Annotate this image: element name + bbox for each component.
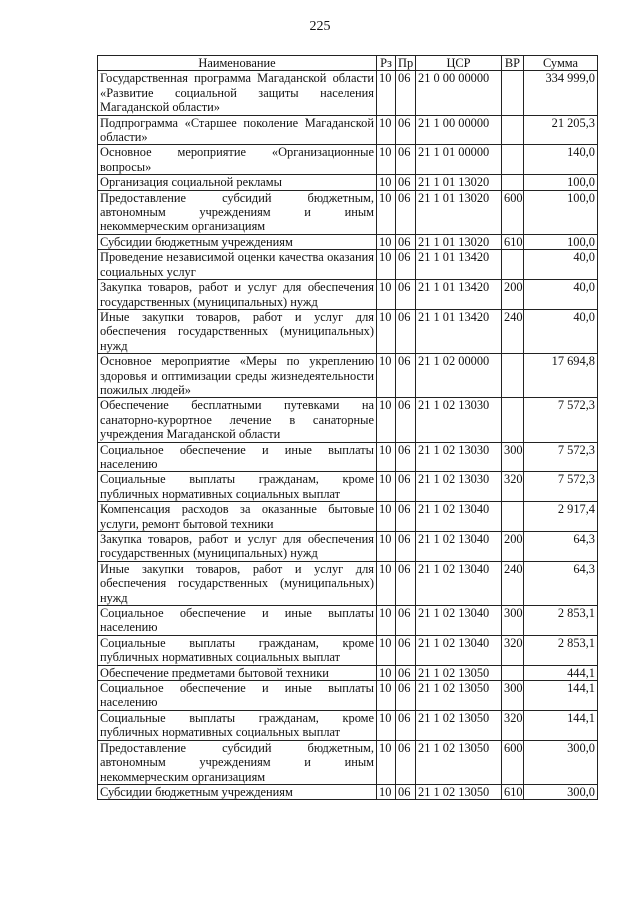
cell-pr: 06 bbox=[396, 665, 416, 680]
cell-csr: 21 1 02 13040 bbox=[416, 532, 502, 562]
table-row bbox=[98, 442, 598, 472]
cell-sum: 7 572,3 bbox=[524, 472, 598, 502]
cell-sum: 64,3 bbox=[524, 532, 598, 562]
cell-sum: 2 853,1 bbox=[524, 606, 598, 636]
header-vr: ВР bbox=[502, 56, 524, 71]
cell-name: Подпрограмма «Старшее поколение Магаданской области» bbox=[98, 115, 377, 145]
cell-pr: 06 bbox=[396, 681, 416, 711]
table-row bbox=[98, 71, 598, 115]
cell-csr: 21 1 02 13030 bbox=[416, 472, 502, 502]
header-name: Наименование bbox=[98, 56, 377, 71]
cell-rz: 10 bbox=[377, 115, 396, 145]
cell-vr: 320 bbox=[502, 710, 524, 740]
cell-rz: 10 bbox=[377, 71, 396, 115]
table-row bbox=[98, 665, 598, 680]
cell-rz: 10 bbox=[377, 234, 396, 249]
cell-pr: 06 bbox=[396, 115, 416, 145]
cell-pr: 06 bbox=[396, 784, 416, 799]
cell-pr: 06 bbox=[396, 472, 416, 502]
cell-vr: 200 bbox=[502, 280, 524, 310]
cell-pr: 06 bbox=[396, 175, 416, 190]
cell-csr: 21 1 02 00000 bbox=[416, 354, 502, 398]
cell-pr: 06 bbox=[396, 190, 416, 234]
table-row bbox=[98, 145, 598, 175]
cell-csr: 21 1 02 13040 bbox=[416, 606, 502, 636]
cell-pr: 06 bbox=[396, 145, 416, 175]
cell-rz: 10 bbox=[377, 635, 396, 665]
cell-name: Основное мероприятие «Меры по укреплению здоровья и оптимизации среды жизнедеятельности пожилых людей» bbox=[98, 354, 377, 398]
cell-name: Социальные выплаты гражданам, кроме публичных нормативных социальных выплат bbox=[98, 710, 377, 740]
cell-pr: 06 bbox=[396, 234, 416, 249]
cell-vr: 610 bbox=[502, 234, 524, 249]
table-row bbox=[98, 740, 598, 784]
header-rz: Рз bbox=[377, 56, 396, 71]
cell-rz: 10 bbox=[377, 145, 396, 175]
cell-pr: 06 bbox=[396, 309, 416, 353]
cell-rz: 10 bbox=[377, 561, 396, 605]
cell-rz: 10 bbox=[377, 665, 396, 680]
cell-sum: 2 917,4 bbox=[524, 502, 598, 532]
cell-name: Предоставление субсидий бюджетным, автономным учреждениям и иным некоммерческим организациям bbox=[98, 190, 377, 234]
cell-csr: 21 1 02 13050 bbox=[416, 784, 502, 799]
cell-name: Обеспечение предметами бытовой техники bbox=[98, 665, 377, 680]
cell-pr: 06 bbox=[396, 250, 416, 280]
cell-name: Социальные выплаты гражданам, кроме публичных нормативных социальных выплат bbox=[98, 635, 377, 665]
cell-csr: 21 1 02 13050 bbox=[416, 710, 502, 740]
cell-sum: 300,0 bbox=[524, 784, 598, 799]
cell-name: Социальные выплаты гражданам, кроме публичных нормативных социальных выплат bbox=[98, 472, 377, 502]
cell-sum: 40,0 bbox=[524, 309, 598, 353]
table-row bbox=[98, 280, 598, 310]
table-row bbox=[98, 190, 598, 234]
cell-name: Социальное обеспечение и иные выплаты населению bbox=[98, 606, 377, 636]
cell-csr: 21 1 01 00000 bbox=[416, 145, 502, 175]
table-row bbox=[98, 561, 598, 605]
cell-name: Основное мероприятие «Организационные вопросы» bbox=[98, 145, 377, 175]
cell-name: Обеспечение бесплатными путевками на санаторно-курортное лечение в санаторные учреждения Магаданской области bbox=[98, 398, 377, 442]
cell-vr bbox=[502, 250, 524, 280]
cell-rz: 10 bbox=[377, 606, 396, 636]
cell-rz: 10 bbox=[377, 740, 396, 784]
cell-vr bbox=[502, 502, 524, 532]
cell-sum: 40,0 bbox=[524, 250, 598, 280]
cell-sum: 2 853,1 bbox=[524, 635, 598, 665]
cell-name: Иные закупки товаров, работ и услуг для обеспечения государственных (муниципальных) нужд bbox=[98, 309, 377, 353]
cell-name: Организация социальной рекламы bbox=[98, 175, 377, 190]
cell-vr bbox=[502, 665, 524, 680]
cell-rz: 10 bbox=[377, 309, 396, 353]
table-row bbox=[98, 234, 598, 249]
cell-name: Предоставление субсидий бюджетным, автономным учреждениям и иным некоммерческим организациям bbox=[98, 740, 377, 784]
cell-sum: 40,0 bbox=[524, 280, 598, 310]
cell-sum: 64,3 bbox=[524, 561, 598, 605]
page-number: 225 bbox=[309, 19, 331, 34]
cell-name: Компенсация расходов за оказанные бытовые услуги, ремонт бытовой техники bbox=[98, 502, 377, 532]
table-row bbox=[98, 115, 598, 145]
cell-sum: 334 999,0 bbox=[524, 71, 598, 115]
cell-csr: 21 1 01 13020 bbox=[416, 190, 502, 234]
table-row bbox=[98, 354, 598, 398]
cell-rz: 10 bbox=[377, 784, 396, 799]
cell-rz: 10 bbox=[377, 442, 396, 472]
cell-pr: 06 bbox=[396, 398, 416, 442]
cell-name: Проведение независимой оценки качества оказания социальных услуг bbox=[98, 250, 377, 280]
cell-sum: 100,0 bbox=[524, 190, 598, 234]
table-body bbox=[98, 71, 598, 800]
cell-vr: 200 bbox=[502, 532, 524, 562]
cell-csr: 21 1 02 13040 bbox=[416, 561, 502, 605]
cell-pr: 06 bbox=[396, 606, 416, 636]
cell-pr: 06 bbox=[396, 561, 416, 605]
cell-pr: 06 bbox=[396, 442, 416, 472]
cell-vr bbox=[502, 145, 524, 175]
cell-rz: 10 bbox=[377, 398, 396, 442]
cell-pr: 06 bbox=[396, 354, 416, 398]
cell-sum: 100,0 bbox=[524, 234, 598, 249]
table-row bbox=[98, 472, 598, 502]
cell-name: Иные закупки товаров, работ и услуг для обеспечения государственных (муниципальных) нужд bbox=[98, 561, 377, 605]
table-row bbox=[98, 681, 598, 711]
cell-vr: 300 bbox=[502, 442, 524, 472]
table-row bbox=[98, 502, 598, 532]
cell-rz: 10 bbox=[377, 190, 396, 234]
cell-sum: 144,1 bbox=[524, 710, 598, 740]
table-row bbox=[98, 250, 598, 280]
cell-vr: 600 bbox=[502, 740, 524, 784]
cell-rz: 10 bbox=[377, 280, 396, 310]
cell-rz: 10 bbox=[377, 502, 396, 532]
cell-sum: 444,1 bbox=[524, 665, 598, 680]
cell-vr: 610 bbox=[502, 784, 524, 799]
cell-name: Закупка товаров, работ и услуг для обеспечения государственных (муниципальных) нужд bbox=[98, 280, 377, 310]
cell-vr bbox=[502, 175, 524, 190]
cell-pr: 06 bbox=[396, 532, 416, 562]
cell-rz: 10 bbox=[377, 532, 396, 562]
cell-sum: 144,1 bbox=[524, 681, 598, 711]
table-header-row bbox=[98, 56, 598, 71]
cell-csr: 21 0 00 00000 bbox=[416, 71, 502, 115]
cell-vr bbox=[502, 115, 524, 145]
budget-table bbox=[97, 55, 598, 800]
table-row bbox=[98, 635, 598, 665]
cell-rz: 10 bbox=[377, 354, 396, 398]
cell-csr: 21 1 02 13050 bbox=[416, 740, 502, 784]
cell-csr: 21 1 01 13420 bbox=[416, 309, 502, 353]
cell-csr: 21 1 02 13030 bbox=[416, 398, 502, 442]
cell-sum: 140,0 bbox=[524, 145, 598, 175]
cell-pr: 06 bbox=[396, 71, 416, 115]
cell-rz: 10 bbox=[377, 250, 396, 280]
header-pr: Пр bbox=[396, 56, 416, 71]
table-row bbox=[98, 398, 598, 442]
cell-vr bbox=[502, 398, 524, 442]
cell-vr: 240 bbox=[502, 561, 524, 605]
cell-vr: 320 bbox=[502, 635, 524, 665]
cell-sum: 100,0 bbox=[524, 175, 598, 190]
cell-vr: 320 bbox=[502, 472, 524, 502]
cell-pr: 06 bbox=[396, 710, 416, 740]
cell-pr: 06 bbox=[396, 280, 416, 310]
cell-sum: 7 572,3 bbox=[524, 442, 598, 472]
cell-csr: 21 1 02 13050 bbox=[416, 665, 502, 680]
cell-csr: 21 1 02 13050 bbox=[416, 681, 502, 711]
cell-csr: 21 1 02 13040 bbox=[416, 502, 502, 532]
cell-vr: 300 bbox=[502, 681, 524, 711]
cell-name: Субсидии бюджетным учреждениям bbox=[98, 784, 377, 799]
cell-csr: 21 1 01 13020 bbox=[416, 175, 502, 190]
cell-pr: 06 bbox=[396, 740, 416, 784]
table-row bbox=[98, 606, 598, 636]
cell-name: Субсидии бюджетным учреждениям bbox=[98, 234, 377, 249]
cell-vr: 240 bbox=[502, 309, 524, 353]
header-sum: Сумма bbox=[524, 56, 598, 71]
cell-sum: 17 694,8 bbox=[524, 354, 598, 398]
cell-name: Социальное обеспечение и иные выплаты населению bbox=[98, 681, 377, 711]
header-csr: ЦСР bbox=[416, 56, 502, 71]
cell-sum: 21 205,3 bbox=[524, 115, 598, 145]
cell-vr bbox=[502, 354, 524, 398]
cell-rz: 10 bbox=[377, 681, 396, 711]
cell-vr: 600 bbox=[502, 190, 524, 234]
cell-name: Закупка товаров, работ и услуг для обеспечения государственных (муниципальных) нужд bbox=[98, 532, 377, 562]
cell-pr: 06 bbox=[396, 635, 416, 665]
cell-name: Государственная программа Магаданской области «Развитие социальной защиты населения Магаданской области» bbox=[98, 71, 377, 115]
table-row bbox=[98, 710, 598, 740]
cell-csr: 21 1 01 13420 bbox=[416, 280, 502, 310]
cell-rz: 10 bbox=[377, 472, 396, 502]
cell-sum: 7 572,3 bbox=[524, 398, 598, 442]
table-row bbox=[98, 309, 598, 353]
table-row bbox=[98, 784, 598, 799]
cell-sum: 300,0 bbox=[524, 740, 598, 784]
table-row bbox=[98, 532, 598, 562]
cell-csr: 21 1 02 13030 bbox=[416, 442, 502, 472]
cell-csr: 21 1 00 00000 bbox=[416, 115, 502, 145]
cell-csr: 21 1 02 13040 bbox=[416, 635, 502, 665]
cell-csr: 21 1 01 13020 bbox=[416, 234, 502, 249]
cell-csr: 21 1 01 13420 bbox=[416, 250, 502, 280]
cell-rz: 10 bbox=[377, 710, 396, 740]
cell-rz: 10 bbox=[377, 175, 396, 190]
table-row bbox=[98, 175, 598, 190]
cell-vr: 300 bbox=[502, 606, 524, 636]
cell-vr bbox=[502, 71, 524, 115]
cell-pr: 06 bbox=[396, 502, 416, 532]
cell-name: Социальное обеспечение и иные выплаты населению bbox=[98, 442, 377, 472]
